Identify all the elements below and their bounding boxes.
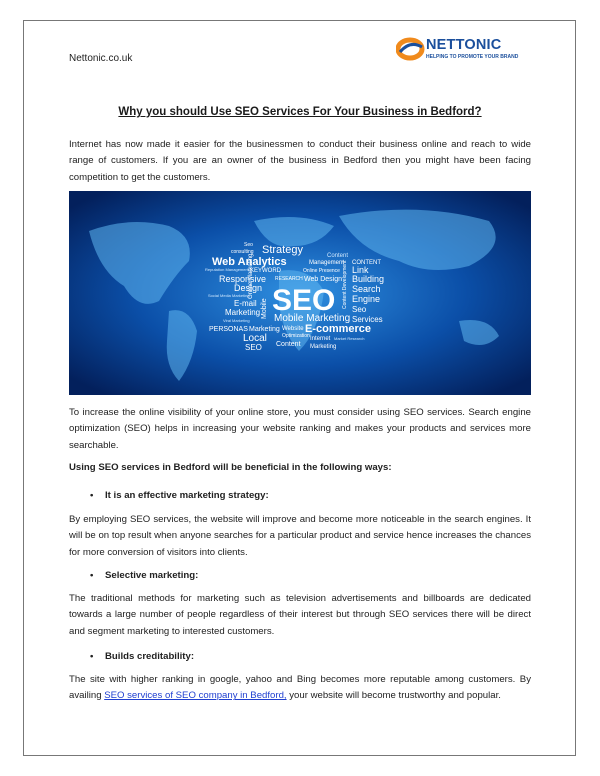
credibility-text-start: The site with higher ranking in google, yahoo and Bing becomes more reputable among customers. By availing	[69, 674, 531, 702]
intro-paragraph: Internet has now made it easier for the businessmen to conduct their business online and reach to wide range of customers. If you are an owner of the business in Bedford then you might have been facing competition to get the customers.	[69, 139, 531, 183]
selective-marketing-paragraph: The traditional methods for marketing such as television advertisements and billboards are dedicated towards a large number of people regardless of their interest but through SEO services there will be direct and segment marketing to interested customers.	[69, 593, 531, 637]
seo-word-cloud-image	[69, 191, 531, 395]
seo-word-cloud-graphic	[69, 191, 531, 395]
cloud-word: Mobile Marketing	[274, 313, 351, 324]
site-name: Nettonic.co.uk	[69, 53, 133, 64]
cloud-word: Mobile	[261, 298, 268, 319]
cloud-word: Building	[352, 274, 385, 284]
cloud-word: Social Media Marketing	[208, 293, 250, 298]
cloud-word: E-commerce	[305, 323, 372, 335]
cloud-word: Engine	[352, 294, 381, 304]
bullet-selective-marketing	[90, 570, 198, 581]
seo-services-bedford-link[interactable]: SEO services of SEO company in Bedford,	[104, 690, 287, 702]
cloud-word: Marketing	[249, 326, 280, 333]
cloud-word: Marketing	[225, 308, 261, 317]
cloud-word: E-mail	[234, 299, 257, 308]
cloud-word: Strategy	[262, 244, 303, 256]
credibility-text-end: your website will become trustworthy and popular.	[286, 690, 501, 702]
credibility-paragraph	[69, 672, 531, 705]
cloud-word: Management	[309, 260, 345, 266]
benefits-heading: Using SEO services in Bedford will be beneficial in the following ways:	[69, 462, 392, 473]
cloud-word: Online Presence	[303, 268, 340, 274]
bullet-label: Builds creditability:	[105, 651, 195, 662]
cloud-word: RESEARCH	[275, 276, 303, 282]
cloud-word: Optimization	[282, 333, 310, 339]
nettonic-logo[interactable]	[396, 36, 519, 66]
logo-swirl-icon	[396, 36, 426, 62]
cloud-word: Link	[352, 265, 369, 275]
cloud-word: Responsive	[219, 274, 267, 284]
cloud-word: Viral Marketing	[223, 318, 250, 323]
logo-tagline: HELPING TO PROMOTE YOUR BRAND	[426, 54, 519, 60]
cloud-word: Website	[282, 326, 304, 332]
article-title: Why you should Use SEO Services For Your Business in Bedford?	[118, 106, 482, 118]
cloud-word: Reputation Management	[205, 267, 249, 272]
bullet-dot: •	[90, 490, 94, 501]
cloud-word: KEYWORD	[250, 268, 282, 274]
seo-center-word: SEO	[272, 284, 336, 317]
cloud-word: Web Analytics	[212, 256, 287, 268]
marketing-strategy-paragraph: By employing SEO services, the website will improve and become more noticeable in the search engines. It will be on top result when anyone searches for a particular product and service hence increases the chances for more conversion of visitors into clients.	[69, 514, 531, 558]
cloud-word: Market Research	[334, 336, 365, 341]
bullet-marketing-strategy	[90, 490, 269, 501]
cloud-word: Web Design	[304, 276, 343, 283]
cloud-word: Content Development	[342, 260, 348, 309]
cloud-word: Search	[352, 284, 381, 294]
cloud-word: Seo	[244, 242, 253, 248]
visibility-paragraph: To increase the online visibility of your online store, you must consider using SEO services. Search engine optimization (SEO) helps in increasing your website ranking and makes your products and services more searchable.	[69, 407, 531, 451]
cloud-word: Local	[243, 333, 267, 344]
cloud-word: SEO	[245, 343, 262, 352]
bullet-dot: •	[90, 570, 94, 581]
cloud-word: Content	[276, 341, 301, 348]
bullet-dot: •	[90, 651, 94, 662]
cloud-word: Seo	[352, 305, 367, 314]
cloud-word: Services	[352, 315, 383, 324]
logo-wordmark: NETTONIC	[426, 37, 502, 53]
bullet-builds-credibility	[90, 651, 194, 662]
cloud-word: Online Marketing	[248, 253, 254, 299]
cloud-word: consulting	[231, 249, 254, 255]
cloud-word: Internet	[310, 336, 331, 342]
bullet-label: It is an effective marketing strategy:	[105, 490, 269, 501]
cloud-word: Design	[234, 283, 263, 293]
bullet-label: Selective marketing:	[105, 570, 199, 581]
cloud-word: Marketing	[310, 344, 337, 350]
cloud-word: PERSONAS	[209, 326, 248, 333]
cloud-word: Content	[327, 253, 349, 259]
cloud-word: CONTENT	[352, 260, 381, 266]
